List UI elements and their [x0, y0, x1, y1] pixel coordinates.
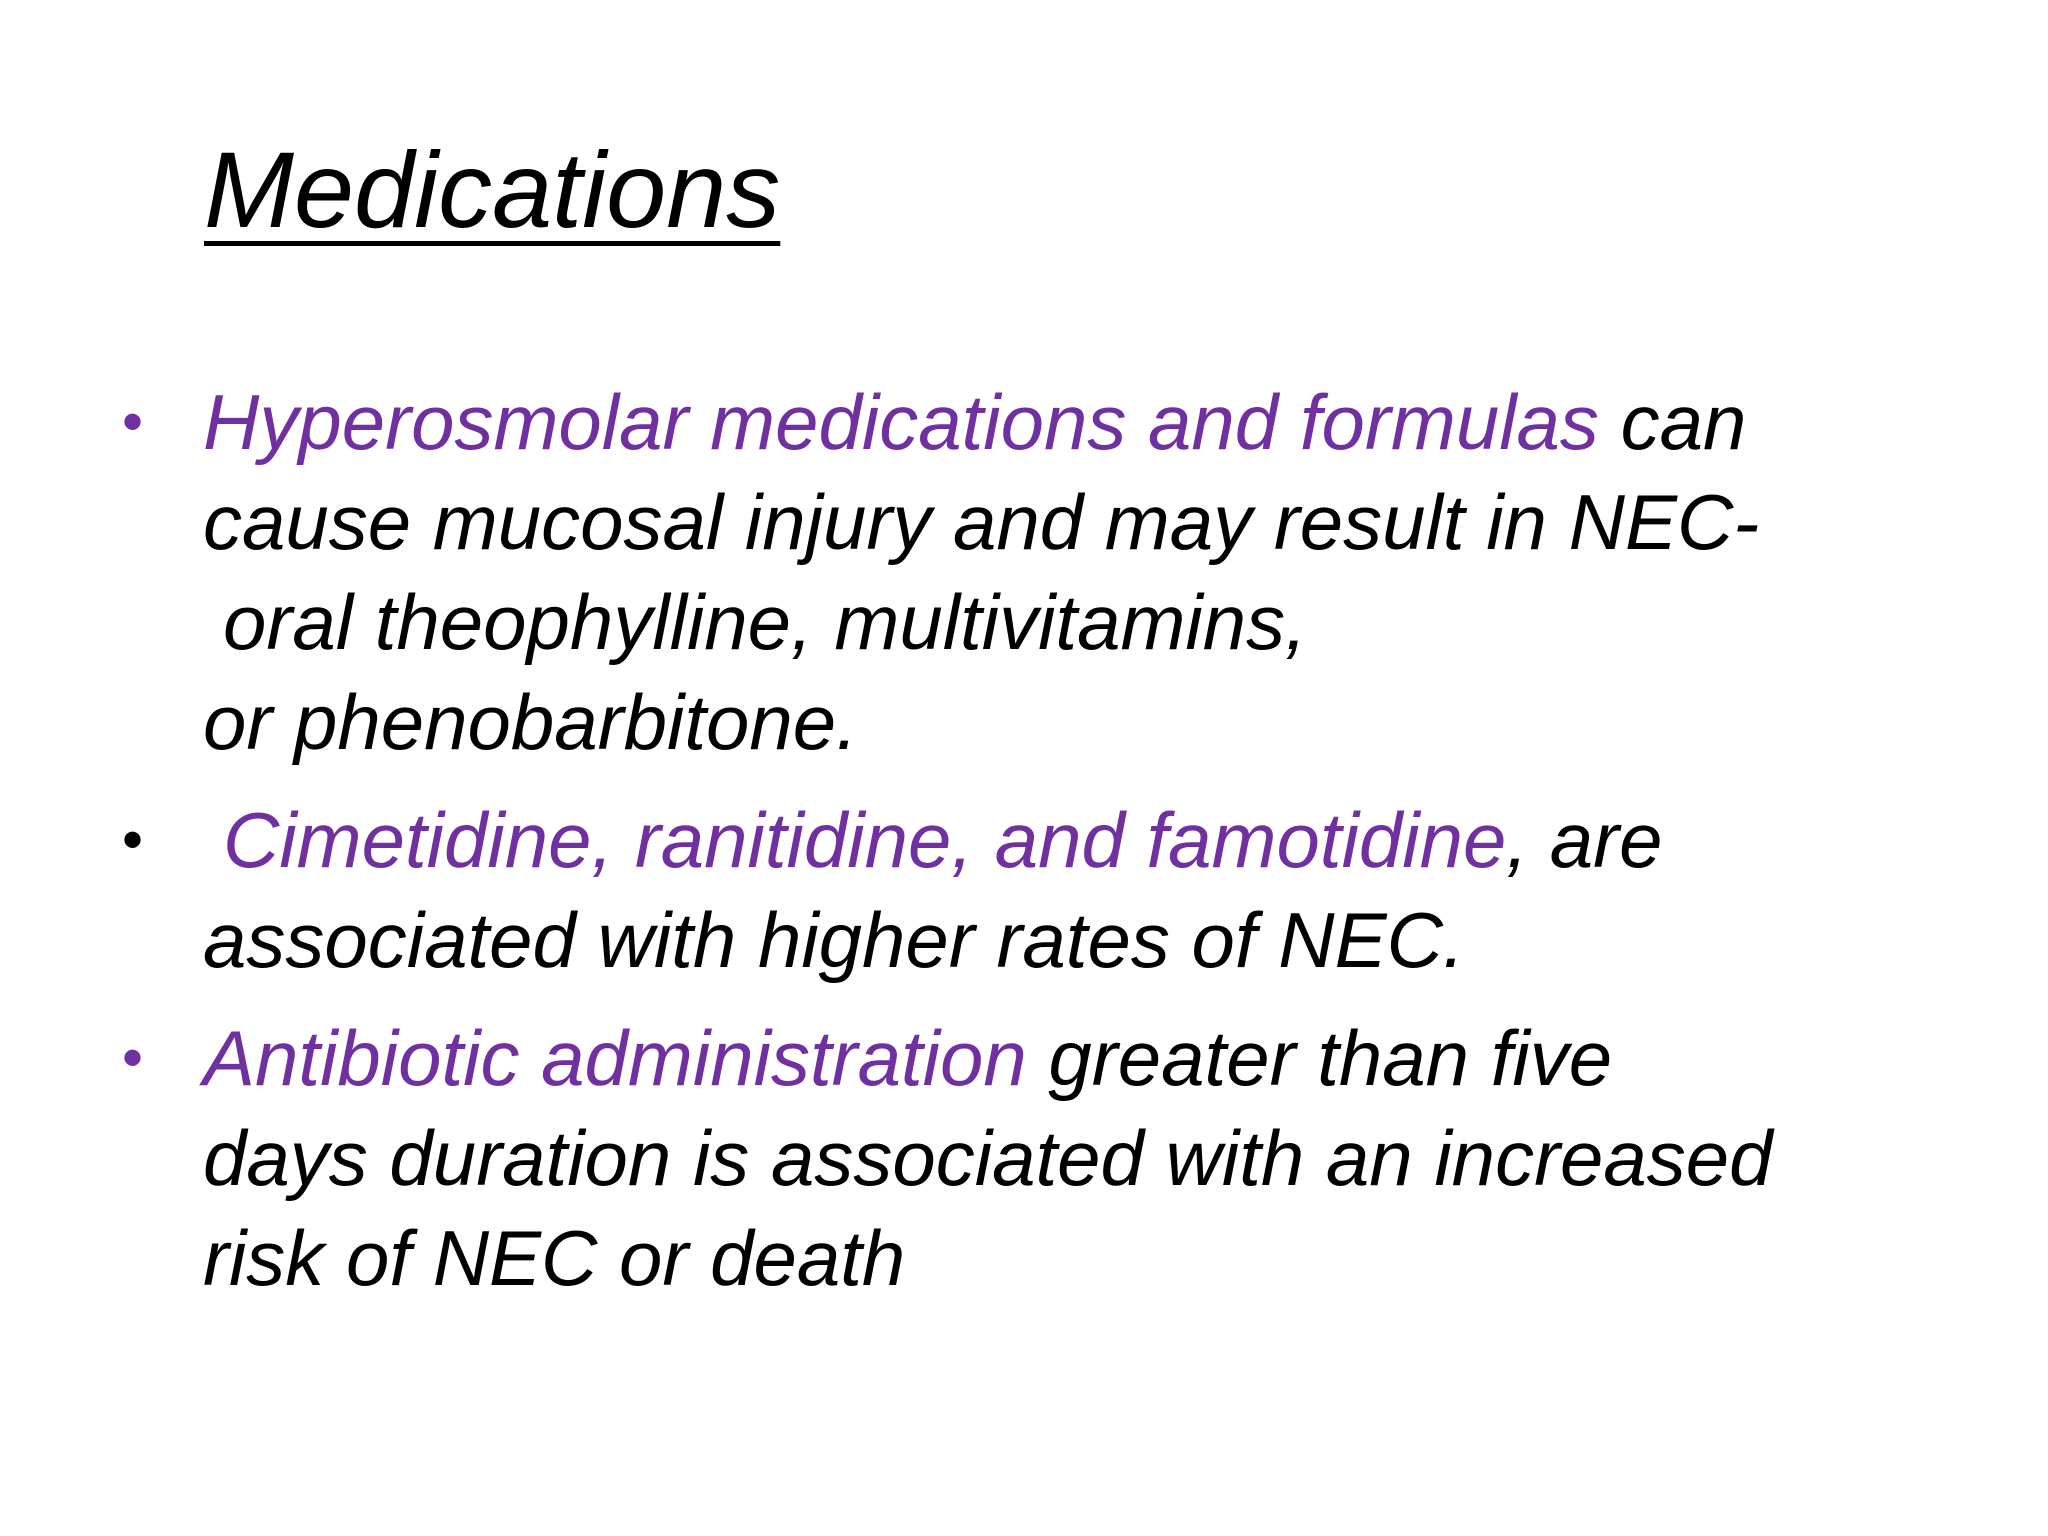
- bullet-item-antibiotics: [0, 1008, 2048, 1308]
- bullet-line: [203, 372, 1988, 472]
- bullet-line: [203, 1008, 1988, 1108]
- bullet-line: or phenobarbitone.: [203, 678, 858, 766]
- bullet-dot-icon: •: [122, 1024, 144, 1091]
- highlight-text: Antibiotic administration: [203, 1014, 1027, 1102]
- bullet-list: [0, 372, 2048, 1326]
- bullet-dot-icon: •: [122, 388, 144, 455]
- bullet-line: risk of NEC or death: [203, 1214, 906, 1302]
- body-text: greater than five: [1026, 1014, 1613, 1102]
- bullet-line: associated with higher rates of NEC.: [203, 896, 1465, 984]
- body-text: , are: [1506, 796, 1663, 884]
- bullet-item-hyperosmolar: [0, 372, 2048, 772]
- bullet-item-h2-blockers: [0, 790, 2048, 990]
- bullet-dot-icon: •: [122, 806, 144, 873]
- body-text: can: [1598, 378, 1747, 466]
- bullet-line: oral theophylline, multivitamins,: [223, 578, 1307, 666]
- highlight-text: Hyperosmolar medications and formulas: [203, 378, 1599, 466]
- bullet-line: cause mucosal injury and may result in NEC-: [203, 478, 1760, 566]
- highlight-text: Cimetidine, ranitidine, and famotidine: [223, 796, 1507, 884]
- bullet-line: [203, 790, 1988, 890]
- slide-title: Medications: [204, 129, 781, 250]
- bullet-line: days duration is associated with an increased: [203, 1114, 1773, 1202]
